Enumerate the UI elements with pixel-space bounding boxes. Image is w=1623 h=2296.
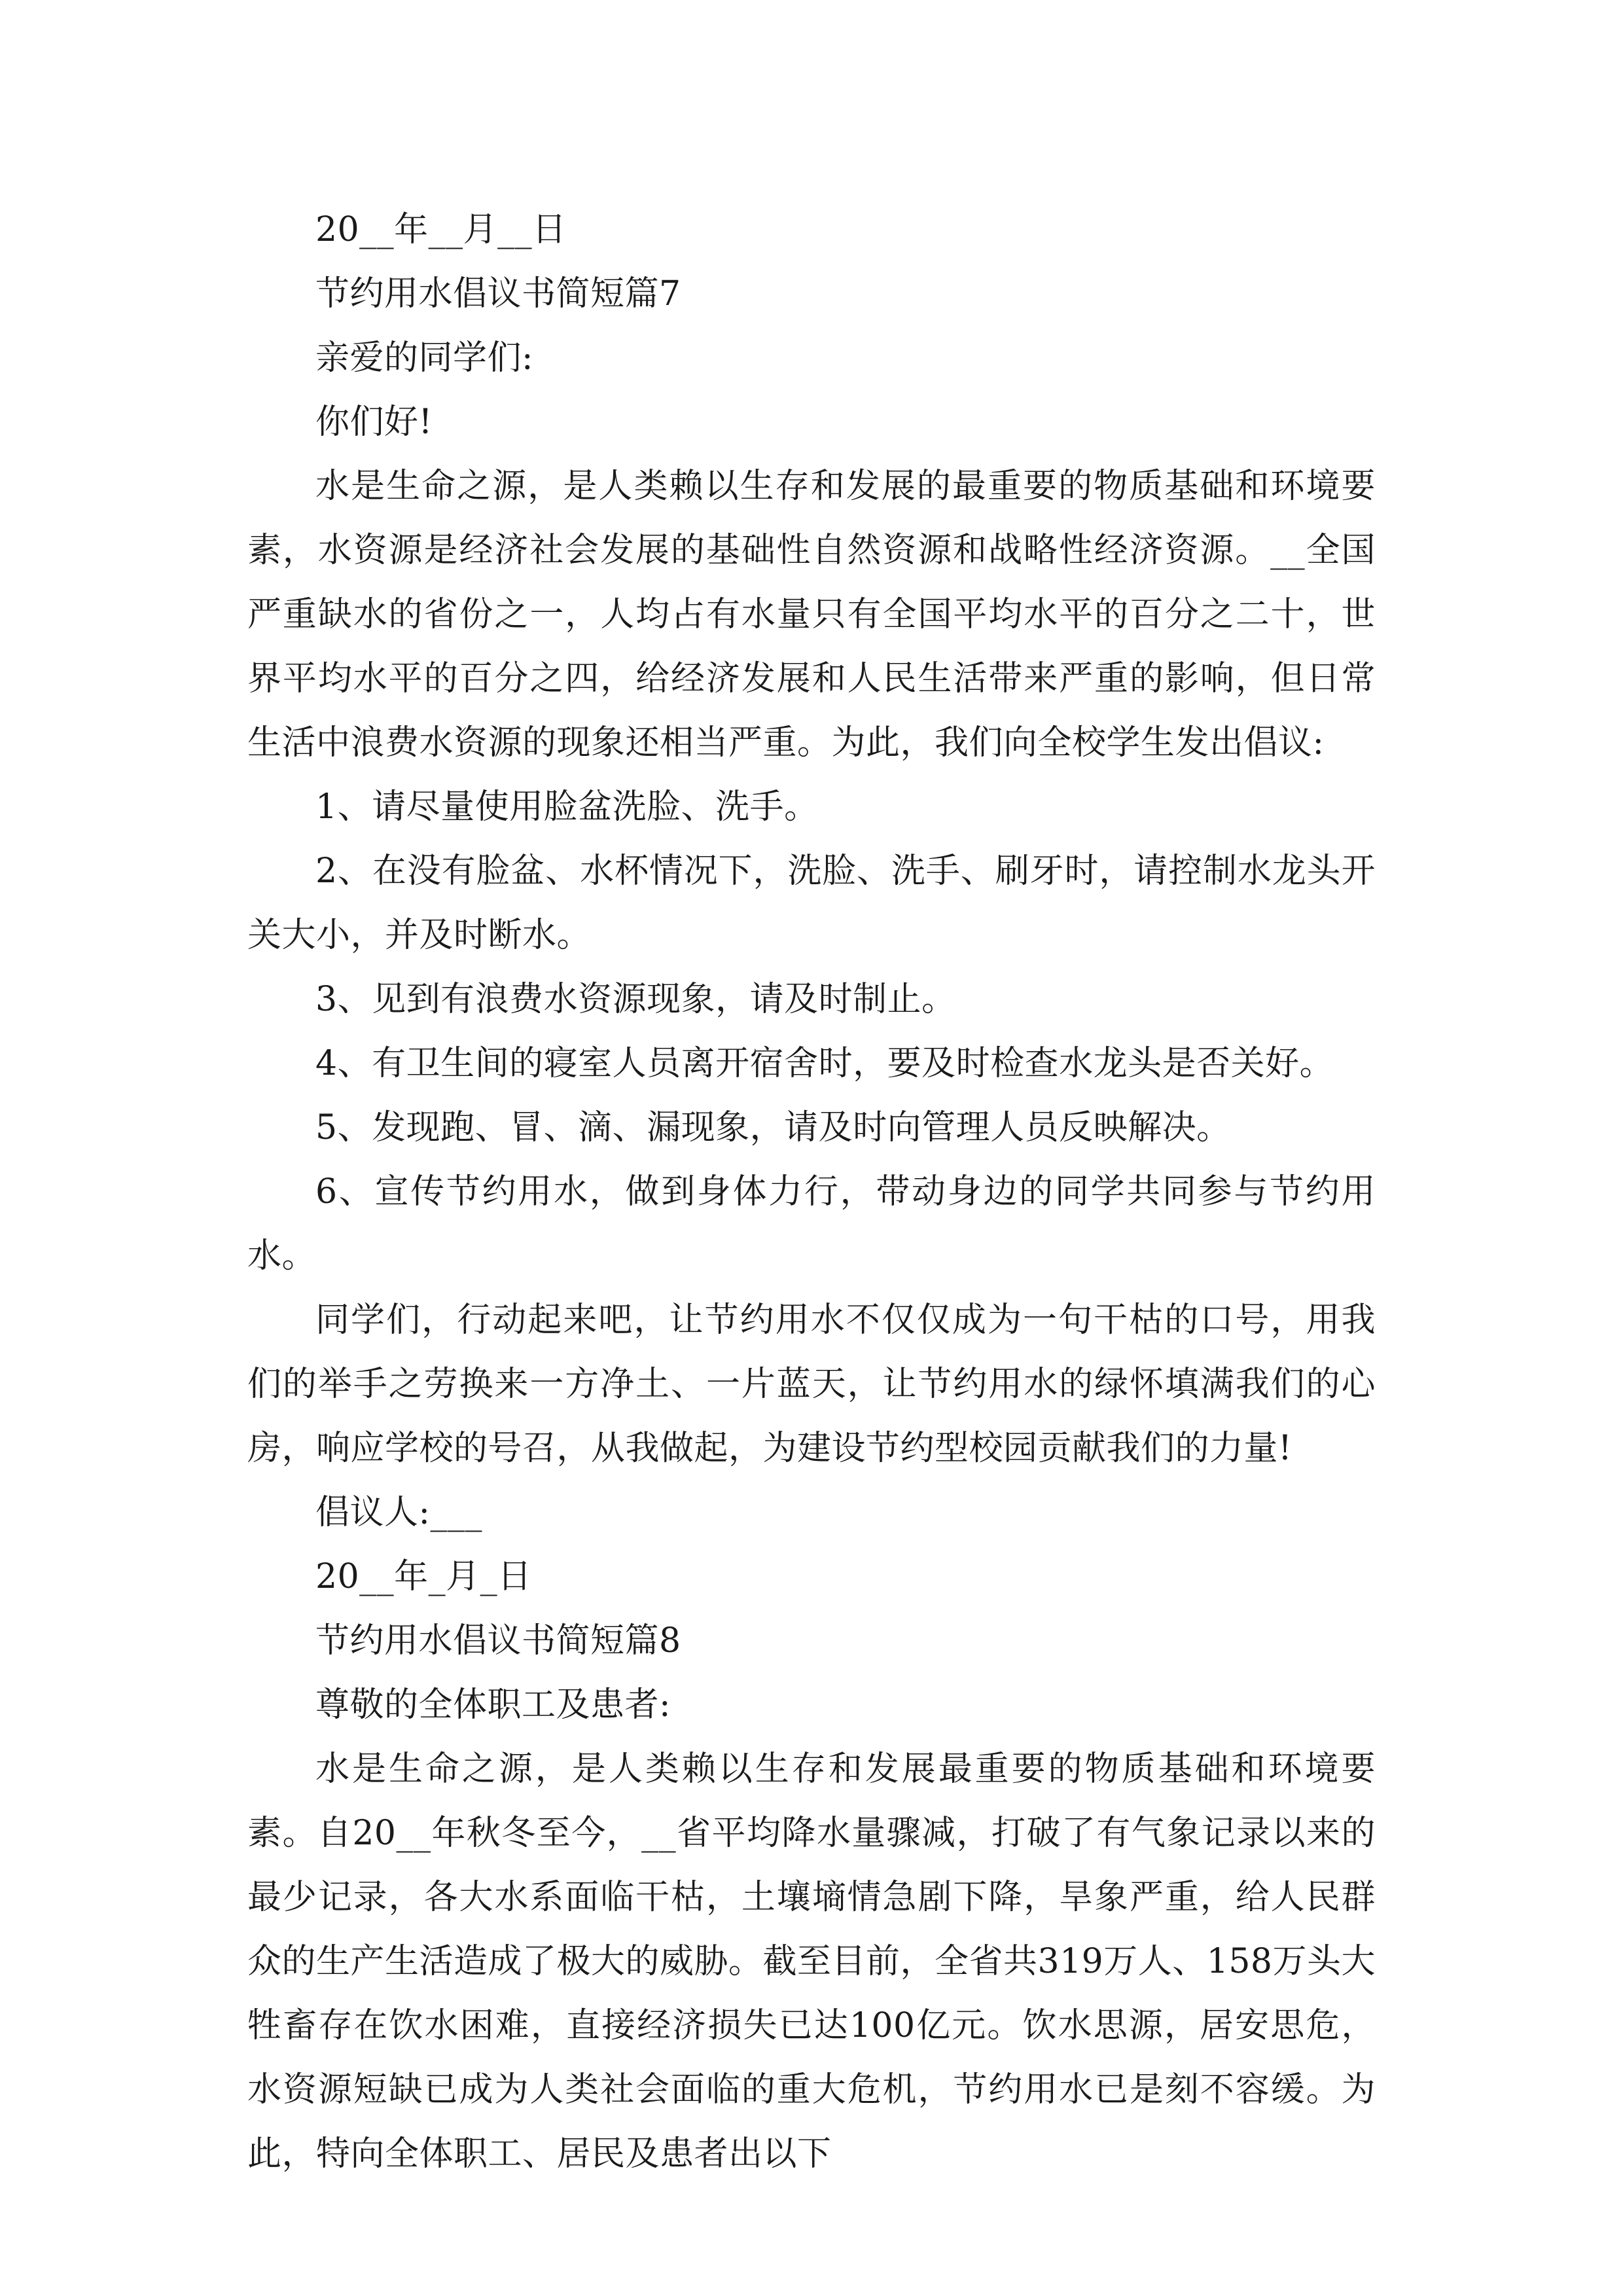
greeting: 你们好! [315, 403, 433, 442]
signature-date: 20__年_月_日 [315, 1557, 532, 1596]
proposal-item-6: 6、宣传节约用水，做到身体力行，带动身边的同学共同参与节约用水。 [247, 1172, 1376, 1276]
section-title-7: 节约用水倡议书简短篇7 [315, 274, 681, 314]
proposal-item-2: 2、在没有脸盆、水杯情况下，洗脸、洗手、刷牙时，请控制水龙头开关大小，并及时断水。 [247, 852, 1376, 955]
section-title-8: 节约用水倡议书简短篇8 [315, 1621, 681, 1660]
body-paragraph-8: 水是生命之源，是人类赖以生存和发展最重要的物质基础和环境要素。自20__年秋冬至今，__省平均降水量骤减，打破了有气象记录以来的最少记录，各大水系面临干枯，土壤墒情急剧下降，旱象严重，给人民群众的生产生活造成了极大的威胁。截至目前，全省共319万人、158万头大牲畜存在饮水困难，直接经济损失已达100亿元。饮水思源，居安思危，水资源短缺已成为人类社会面临的重大危机，节约用水已是刻不容缓。为此，特向全体职工、居民及患者出以下 [247, 1749, 1376, 2174]
closing-paragraph: 同学们，行动起来吧，让节约用水不仅仅成为一句干枯的口号，用我们的举手之劳换来一方净土、一片蓝天，让节约用水的绿怀填满我们的心房，响应学校的号召，从我做起，为建设节约型校园贡献我们的力量! [247, 1300, 1376, 1468]
proposal-item-4: 4、有卫生间的寝室人员离开宿舍时，要及时检查水龙头是否关好。 [315, 1044, 1334, 1083]
document-body [247, 198, 1376, 2186]
proposal-item-5: 5、发现跑、冒、滴、漏现象，请及时向管理人员反映解决。 [315, 1108, 1231, 1147]
date-line: 20__年__月__日 [315, 210, 567, 249]
proposal-item-1: 1、请尽量使用脸盆洗脸、洗手。 [315, 787, 819, 827]
proposal-item-3: 3、见到有浪费水资源现象，请及时制止。 [315, 980, 956, 1019]
signature-line: 倡议人:___ [315, 1493, 483, 1532]
salutation-8: 尊敬的全体职工及患者: [315, 1685, 671, 1725]
salutation: 亲爱的同学们: [315, 338, 534, 378]
intro-paragraph: 水是生命之源，是人类赖以生存和发展的最重要的物质基础和环境要素，水资源是经济社会发展的基础性自然资源和战略性经济资源。__全国严重缺水的省份之一，人均占有水量只有全国平均水平的百分之二十，世界平均水平的百分之四，给经济发展和人民生活带来严重的影响，但日常生活中浪费水资源的现象还相当严重。为此，我们向全校学生发出倡议: [247, 467, 1376, 762]
